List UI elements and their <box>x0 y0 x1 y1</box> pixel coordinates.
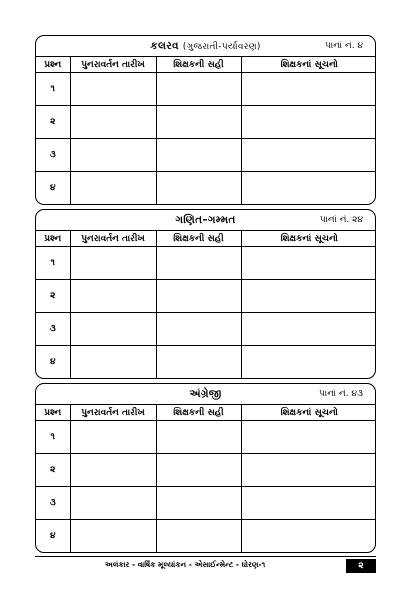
row-number: ૧ <box>36 247 70 280</box>
header-question: પ્રશ્ન <box>36 57 70 73</box>
remarks-cell[interactable] <box>241 313 376 346</box>
table-row <box>36 73 376 106</box>
signature-cell[interactable] <box>156 73 241 106</box>
page-reference: પાનાં નં. ૪૩ <box>319 389 363 399</box>
signature-cell[interactable] <box>156 454 241 487</box>
signature-cell[interactable] <box>156 139 241 172</box>
section-title-text: ગણિત–ગમ્મત <box>175 213 236 226</box>
table-row <box>36 247 376 280</box>
row-number: ૩ <box>36 139 70 172</box>
header-revision-date: પુનરાવર્તન તારીખ <box>70 57 156 73</box>
table-row <box>36 172 376 205</box>
table-header-row <box>36 405 376 421</box>
page-number-badge: ૨ <box>346 559 376 573</box>
header-question: પ્રશ્ન <box>36 405 70 421</box>
remarks-cell[interactable] <box>241 346 376 379</box>
section-title-text: કલરવ <box>150 39 179 52</box>
signature-cell[interactable] <box>156 172 241 205</box>
remarks-cell[interactable] <box>241 454 376 487</box>
section-header <box>36 384 375 405</box>
table-header-row <box>36 231 376 247</box>
section-ganit-gammat <box>35 209 376 379</box>
table-row <box>36 454 376 487</box>
revision-date-cell[interactable] <box>70 520 156 553</box>
signature-cell[interactable] <box>156 247 241 280</box>
remarks-cell[interactable] <box>241 520 376 553</box>
signature-cell[interactable] <box>156 106 241 139</box>
section-angreji <box>35 383 376 553</box>
revision-date-cell[interactable] <box>70 313 156 346</box>
row-number: ૪ <box>36 520 70 553</box>
section-kalrav <box>35 35 376 205</box>
row-number: ૧ <box>36 73 70 106</box>
signature-cell[interactable] <box>156 487 241 520</box>
remarks-cell[interactable] <box>241 280 376 313</box>
section-title-text: અંગ્રેજી <box>189 387 222 400</box>
table-row <box>36 313 376 346</box>
signature-cell[interactable] <box>156 520 241 553</box>
table-row <box>36 106 376 139</box>
revision-date-cell[interactable] <box>70 421 156 454</box>
row-number: ૪ <box>36 172 70 205</box>
section-header <box>36 210 375 231</box>
header-question: પ્રશ્ન <box>36 231 70 247</box>
remarks-cell[interactable] <box>241 106 376 139</box>
header-teacher-signature: શિક્ષકની સહી <box>156 231 241 247</box>
section-subtitle: (ગુજરાતી-પર્યાવરણ) <box>182 41 261 52</box>
table-row <box>36 421 376 454</box>
footer-text: અલંકાર - વાર્ષિક મૂલ્યાંકન - એસાઈન્મેન્ટ - ધોરણ-૧ <box>104 560 266 569</box>
remarks-cell[interactable] <box>241 421 376 454</box>
header-teacher-remarks: શિક્ષકનાં સૂચનો <box>241 231 376 247</box>
row-number: ૩ <box>36 487 70 520</box>
section-header <box>36 36 375 57</box>
revision-date-cell[interactable] <box>70 487 156 520</box>
page-reference: પાનાં નં. ૪ <box>325 41 363 51</box>
table-header-row <box>36 57 376 73</box>
row-number: ૪ <box>36 346 70 379</box>
row-number: ૨ <box>36 280 70 313</box>
table-row <box>36 520 376 553</box>
signature-cell[interactable] <box>156 313 241 346</box>
revision-date-cell[interactable] <box>70 106 156 139</box>
signature-cell[interactable] <box>156 346 241 379</box>
table-row <box>36 346 376 379</box>
revision-date-cell[interactable] <box>70 172 156 205</box>
row-number: ૩ <box>36 313 70 346</box>
revision-date-cell[interactable] <box>70 247 156 280</box>
revision-date-cell[interactable] <box>70 454 156 487</box>
revision-date-cell[interactable] <box>70 73 156 106</box>
header-teacher-signature: શિક્ષકની સહી <box>156 405 241 421</box>
remarks-cell[interactable] <box>241 172 376 205</box>
header-teacher-remarks: શિક્ષકનાં સૂચનો <box>241 57 376 73</box>
remarks-cell[interactable] <box>241 247 376 280</box>
revision-date-cell[interactable] <box>70 346 156 379</box>
revision-date-cell[interactable] <box>70 280 156 313</box>
page-reference: પાનાં નં. ૨૪ <box>319 215 363 225</box>
remarks-cell[interactable] <box>241 73 376 106</box>
signature-cell[interactable] <box>156 421 241 454</box>
row-number: ૧ <box>36 421 70 454</box>
signature-cell[interactable] <box>156 280 241 313</box>
remarks-cell[interactable] <box>241 487 376 520</box>
table-row <box>36 487 376 520</box>
section-title <box>36 40 375 53</box>
header-teacher-signature: શિક્ષકની સહી <box>156 57 241 73</box>
revision-table <box>36 231 376 378</box>
revision-table <box>36 57 376 204</box>
header-revision-date: પુનરાવર્તન તારીખ <box>70 405 156 421</box>
table-row <box>36 139 376 172</box>
row-number: ૨ <box>36 106 70 139</box>
header-revision-date: પુનરાવર્તન તારીખ <box>70 231 156 247</box>
row-number: ૨ <box>36 454 70 487</box>
revision-date-cell[interactable] <box>70 139 156 172</box>
revision-table <box>36 405 376 552</box>
footer-divider <box>35 556 376 557</box>
remarks-cell[interactable] <box>241 139 376 172</box>
header-teacher-remarks: શિક્ષકનાં સૂચનો <box>241 405 376 421</box>
table-row <box>36 280 376 313</box>
